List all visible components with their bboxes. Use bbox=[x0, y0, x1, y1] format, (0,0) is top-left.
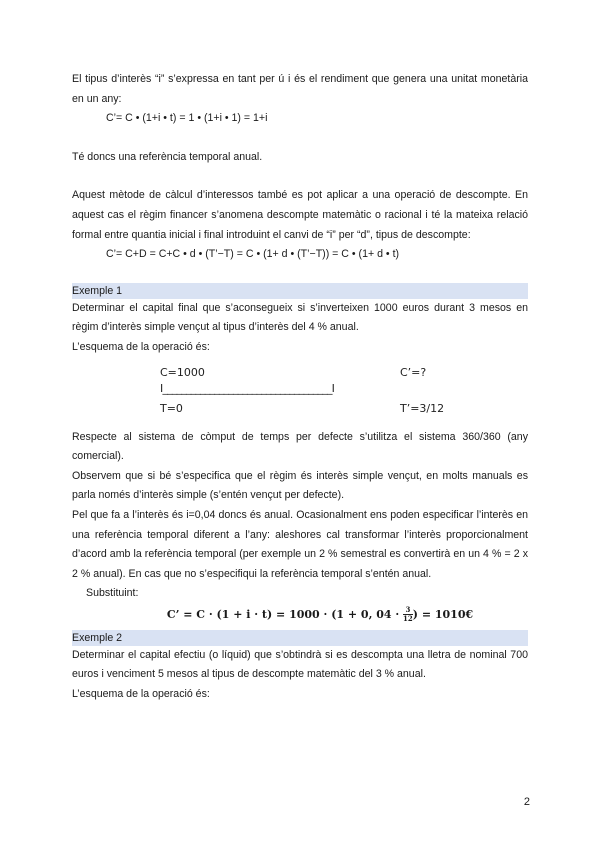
schema-final-capital: C’=? bbox=[400, 365, 427, 379]
formula-right: ) = 1010€ bbox=[412, 607, 474, 621]
schema-timeline: I____________________________________I bbox=[160, 381, 335, 395]
formula-left: C’ = C · (1 + i · t) = 1000 · (1 + 0, 04 · bbox=[166, 607, 404, 621]
example-1-statement: Determinar el capital final que s’aconsegueix si s’inverteixen 1000 euros durant 3 mesos en règim d’interès simple vençut al tipus d’interès del 4 % anual. bbox=[72, 301, 528, 334]
intro-paragraph: El tipus d’interès “i” s’expressa en tant per ú i és el rendiment que genera una unitat monetària en un any: bbox=[72, 73, 528, 105]
formula-fraction bbox=[403, 606, 413, 623]
example-2-statement: Determinar el capital efectiu (o líquid) que s’obtindrà si es descompta una lletra de nominal 700 euros i venciment 5 mesos al tipus de descompte matemàtic del 3 % anual. bbox=[72, 648, 528, 681]
fraction-numerator: 3 bbox=[403, 606, 413, 615]
page-number: 2 bbox=[523, 796, 530, 808]
example-2-heading: Exemple 2 bbox=[72, 630, 528, 646]
example-1-heading: Exemple 1 bbox=[72, 283, 528, 299]
example-1-time-system: Respecte al sistema de còmput de temps per defecte s’utilitza el sistema 360/360 (any comercial). bbox=[72, 430, 528, 463]
discount-paragraph: Aquest mètode de càlcul d’interessos també es pot aplicar a una operació de descompte. En aquest cas el règim financer s’anomena descompte matemàtic o racional i té la mateixa relació formal entre quantia inicial i final introduint el canvi de “i” per “d”, tipus de descompte: bbox=[72, 189, 528, 241]
schema-end-time: T’=3/12 bbox=[400, 401, 445, 415]
annual-reference-note: Té doncs una referència temporal anual. bbox=[72, 150, 263, 163]
example-1-rate-note: Pel que fa a l’interès és i=0,04 doncs és anual. Ocasionalment ens poden especificar l’interès en una referència temporal diferent a l’any: aleshores cal transformar l’interès proporcionalment d’acord amb la referència temporal (per exemple un 2 % semestral es convertirà en un 4 % = 2 x 2 % anual). En cas que no s’especifiqui la referència temporal s’entén anual. bbox=[72, 508, 528, 580]
example-1-interest-note: Observem que si bé s’especifica que el règim és interès simple vençut, en molts manuals es parla només d’interès simple (s’entén vençut per defecte). bbox=[72, 469, 528, 502]
example-1-formula bbox=[72, 604, 528, 626]
example-1-schema bbox=[72, 362, 528, 420]
fraction-denominator: 12 bbox=[403, 614, 413, 624]
document-page bbox=[72, 70, 528, 705]
example-1-schema-intro: L’esquema de la operació és: bbox=[72, 340, 210, 353]
schema-initial-capital: C=1000 bbox=[160, 365, 205, 379]
substitute-label: Substituint: bbox=[86, 587, 139, 600]
example-2-schema-intro: L’esquema de la operació és: bbox=[72, 688, 210, 701]
schema-start-time: T=0 bbox=[160, 401, 183, 415]
interest-formula: C’= C • (1+i • t) = 1 • (1+i • 1) = 1+i bbox=[106, 112, 268, 125]
discount-formula: C’= C+D = C+C • d • (T’−T) = C • (1+ d • (T’−T)) = C • (1+ d • t) bbox=[106, 248, 400, 261]
